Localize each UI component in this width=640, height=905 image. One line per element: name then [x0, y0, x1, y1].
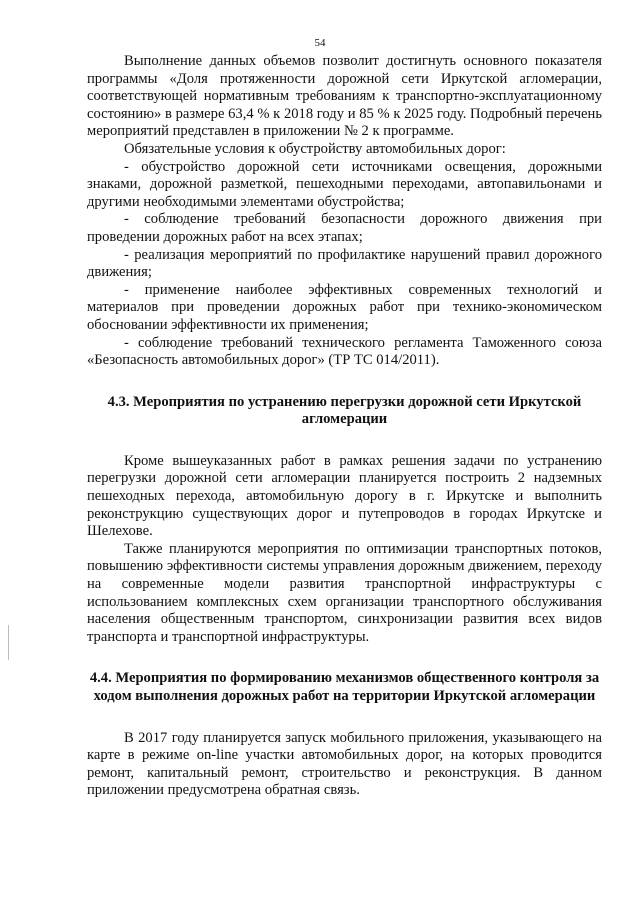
condition-item: - соблюдение требований технического регламента Таможенного союза «Безопасность автомобильных дорог» (ТР ТС 014/2011). — [87, 334, 602, 369]
margin-binding-mark — [8, 625, 9, 660]
condition-item: - обустройство дорожной сети источниками освещения, дорожными знаками, дорожной разметкой, пешеходными переходами, автопавильонами и другими необходимыми элементами обустройства; — [87, 158, 602, 210]
section-4-4-paragraph: В 2017 году планируется запуск мобильного приложения, указывающего на карте в режиме on-line участки автомобильных дорог, на которых проводится ремонт, капитальный ремонт, строительство и реконструкция. В данном приложении предусмотрена обратная связь. — [87, 729, 602, 799]
intro-paragraph: Выполнение данных объемов позволит достигнуть основного показателя программы «Доля протяженности дорожной сети Иркутской агломерации, соответствующей нормативным требованиям к транспортно-эксплуатационному состоянию» в размере 63,4 % к 2018 году и 85 % к 2025 году. Подробный перечень мероприятий представлен в приложении № 2 к программе. — [87, 53, 602, 140]
page-content — [87, 53, 602, 800]
condition-item: - соблюдение требований безопасности дорожного движения при проведении дорожных работ на всех этапах; — [87, 211, 602, 245]
conditions-heading: Обязательные условия к обустройству автомобильных дорог: — [124, 140, 506, 157]
section-4-3-title: 4.3. Мероприятия по устранению перегрузки дорожной сети Иркутской агломерации — [107, 393, 582, 428]
section-4-4-title: 4.4. Мероприятия по формированию механизмов общественного контроля за ходом выполнения дорожных работ на территории Иркутской агломерации — [89, 670, 600, 704]
section-4-3-paragraph: Кроме вышеуказанных работ в рамках решения задачи по устранению перегрузки дорожной сети агломерации планируется построить 2 надземных пешеходных перехода, автомобильную дорогу в г. Иркутске и выполнить реконструкцию существующих дорог и путепроводов в городах Иркутске и Шелехове. — [87, 452, 602, 540]
condition-item: - реализация мероприятий по профилактике нарушений правил дорожного движения; — [87, 246, 602, 281]
page-number: 54 — [314, 37, 326, 49]
section-4-3-paragraph: Также планируются мероприятия по оптимизации транспортных потоков, повышению эффективности системы управления дорожным движением, переходу на современные модели развития транспортной инфраструктуры с использованием комплексных схем организации транспортного обслуживания населения общественным транспортом, синхронизации развития всех видов транспорта и транспортной инфраструктуры. — [87, 540, 602, 645]
condition-item: - применение наиболее эффективных современных технологий и материалов при проведении дорожных работ при технико-экономическом обосновании эффективности их применения; — [87, 281, 602, 333]
